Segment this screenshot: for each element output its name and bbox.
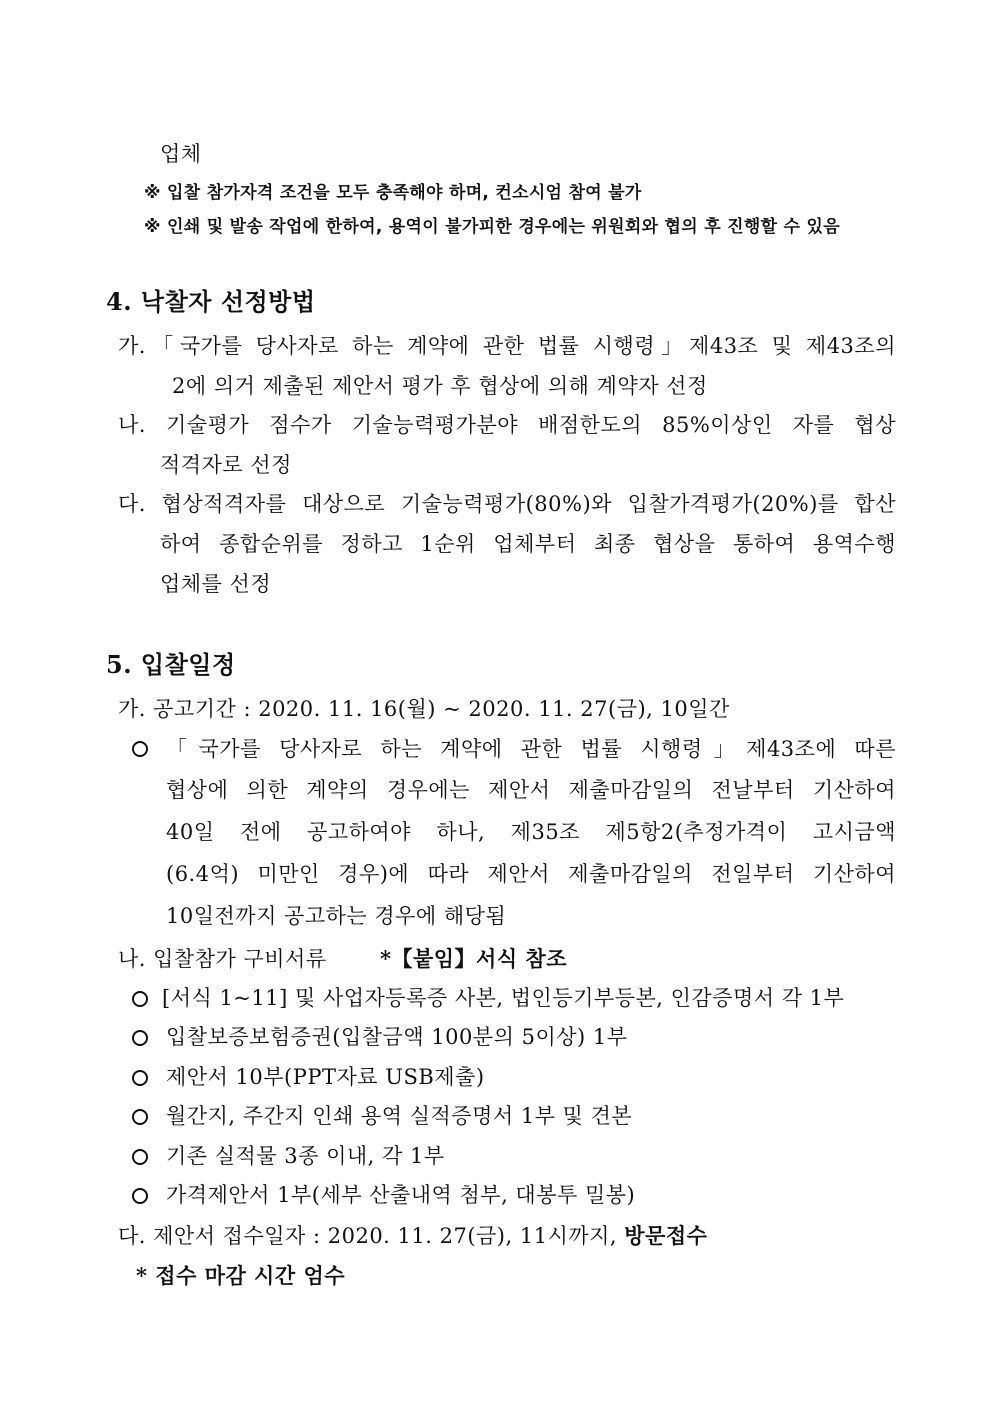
document-item: 월간지, 주간지 인쇄 용역 실적증명서 1부 및 견본: [166, 1104, 633, 1128]
document-item: 입찰보증보험증권(입찰금액 100분의 5이상) 1부: [166, 1025, 628, 1049]
note-eligibility: ※ 입찰 참가자격 조건을 모두 충족해야 하며, 컨소시엄 참여 불가: [144, 183, 642, 203]
section-5-da-bold: 방문접수: [624, 1223, 708, 1248]
section-4-da-line3: 업체를 선정: [160, 572, 272, 596]
section-5-ga-bullet-line3: 40일 전에 공고하여야 하나, 제35조 제5항2(추정가격이 고시금액: [166, 820, 896, 844]
section-4-da-line2: 하여 종합순위를 정하고 1순위 업체부터 최종 협상을 통하여 용역수행: [160, 532, 896, 556]
section-5-ga-bullet-line4: (6.4억) 미만인 경우)에 따라 제안서 제출마감일의 전일부터 기산하여: [166, 862, 896, 886]
bullet-circle-icon: [132, 1030, 148, 1046]
section-4-heading: 4. 낙찰자 선정방법: [106, 287, 316, 316]
section-4-na-line2: 적격자로 선정: [160, 453, 292, 477]
section-5-ga-bullet-line2: 협상에 의한 계약의 경우에는 제안서 제출마감일의 전날부터 기산하여: [166, 778, 896, 802]
bullet-circle-icon: [132, 1109, 148, 1125]
section-5-ga-bullet-line1: 「국가를 당사자로 하는 계약에 관한 법률 시행령」제43조에 따른: [166, 737, 896, 761]
section-5-da-text: 다. 제안서 접수일자 : 2020. 11. 27(금), 11시까지,: [118, 1224, 618, 1248]
bullet-circle-icon: [132, 1149, 148, 1165]
section-4-ga-line2: 2에 의거 제출된 제안서 평가 후 협상에 의해 계약자 선정: [172, 374, 708, 398]
document-item: 기존 실적물 3종 이내, 각 1부: [166, 1144, 445, 1168]
section-4-ga-line1: 가.「국가를 당사자로 하는 계약에 관한 법률 시행령」제43조 및 제43조의: [118, 334, 896, 358]
section-5-da: [118, 1221, 707, 1251]
section-5-heading: 5. 입찰일정: [106, 650, 236, 679]
section-5-na-label: 나. 입찰참가 구비서류: [118, 947, 327, 971]
section-4-na-line1: 나. 기술평가 점수가 기술능력평가분야 배점한도의 85%이상인 자를 협상: [118, 413, 896, 437]
bullet-circle-icon: [132, 991, 148, 1007]
section-5-ga: 가. 공고기간 : 2020. 11. 16(월) ~ 2020. 11. 27(금), 10일간: [118, 697, 730, 721]
section-4-da-line1: 다. 협상적격자를 대상으로 기술능력평가(80%)와 입찰가격평가(20%)를 합산: [118, 492, 896, 516]
bullet-circle-icon: [132, 1188, 148, 1204]
closing-note: * 접수 마감 시간 엄수: [136, 1263, 346, 1288]
document-item: [서식 1~11] 및 사업자등록증 사본, 법인등기부등본, 인감증명서 각 1부: [162, 986, 845, 1010]
section-5-na-reference: *【붙임】서식 참조: [380, 946, 568, 971]
document-item: 제안서 10부(PPT자료 USB제출): [166, 1065, 485, 1089]
note-printing: ※ 인쇄 및 발송 작업에 한하여, 용역이 불가피한 경우에는 위원회와 협의 후 진행할 수 있음: [144, 217, 840, 237]
bullet-circle-icon: [132, 741, 148, 757]
continued-text: 업체: [160, 142, 202, 166]
document-item: 가격제안서 1부(세부 산출내역 첨부, 대봉투 밀봉): [166, 1183, 636, 1207]
bullet-circle-icon: [132, 1070, 148, 1086]
section-5-ga-bullet-line5: 10일전까지 공고하는 경우에 해당됨: [166, 904, 507, 928]
